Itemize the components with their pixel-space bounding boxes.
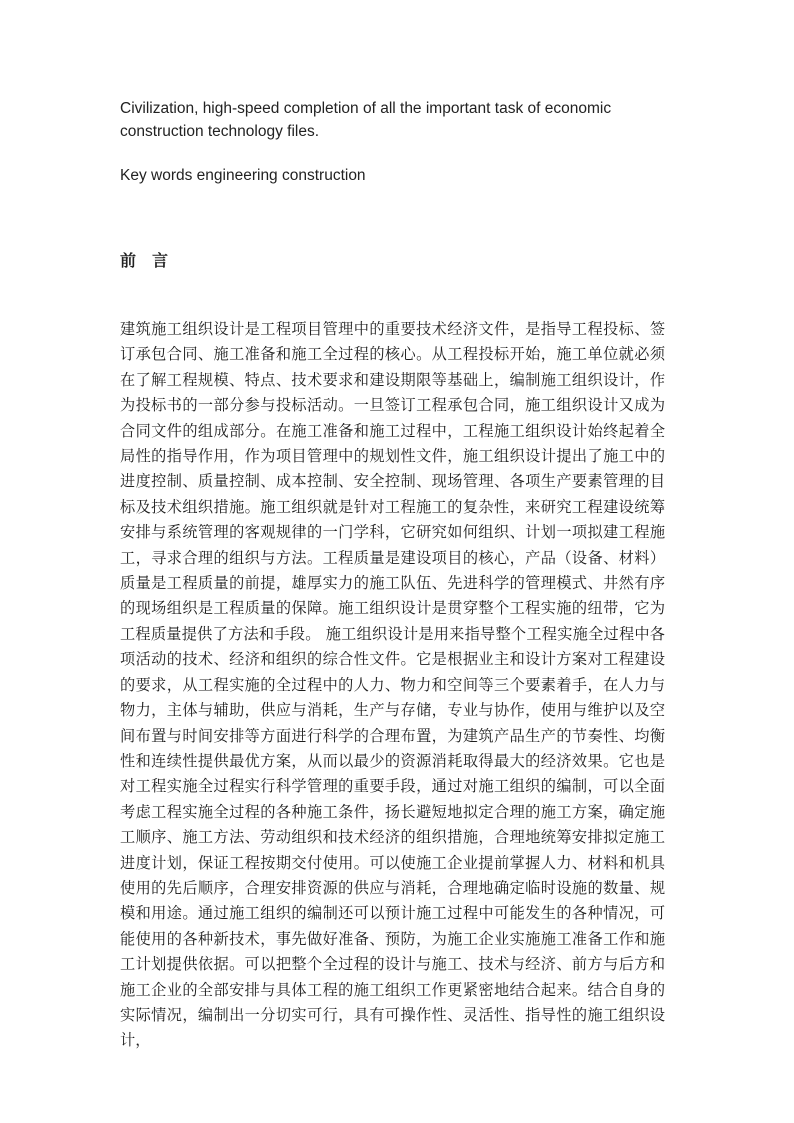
preface-body-paragraph: 建筑施工组织设计是工程项目管理中的重要技术经济文件，是指导工程投标、签订承包合同、施工准备和施工全过程的核心。从工程投标开始，施工单位就必须在了解工程规模、特点、技术要求和建设期限等基础上，编制施工组织设计，作为投标书的一部分参与投标活动。一旦签订工程承包合同，施工组织设计又成为合同文件的组成部分。在施工准备和施工过程中，工程施工组织设计始终起着全局性的指导作用，作为项目管理中的规划性文件，施工组织设计提出了施工中的进度控制、质量控制、成本控制、安全控制、现场管理、各项生产要素管理的目标及技术组织措施。施工组织就是针对工程施工的复杂性，来研究工程建设统筹安排与系统管理的客观规律的一门学科，它研究如何组织、计划一项拟建工程施工，寻求合理的组织与方法。工程质量是建设项目的核心，产品（设备、材料）质量是工程质量的前提，雄厚实力的施工队伍、先进科学的管理模式、井然有序的现场组织是工程质量的保障。施工组织设计是贯穿整个工程实施的纽带，它为工程质量提供了方法和手段。 施工组织设计是用来指导整个工程实施全过程中各项活动的技术、经济和组织的综合性文件。它是根据业主和设计方案对工程建设的要求，从工程实施的全过程中的人力、物力和空间等三个要素着手，在人力与物力，主体与辅助，供应与消耗，生产与存储，专业与协作，使用与维护以及空间布置与时间安排等方面进行科学的合理布置，为建筑产品生产的节奏性、均衡性和连续性提供最优方案，从而以最少的资源消耗取得最大的经济效果。它也是对工程实施全过程实行科学管理的重要手段，通过对施工组织的编制，可以全面考虑工程实施全过程的各种施工条件，扬长避短地拟定合理的施工方案，确定施工顺序、施工方法、劳动组织和技术经济的组织措施，合理地统筹安排拟定施工进度计划，保证工程按期交付使用。可以使施工企业提前掌握人力、材料和机具使用的先后顺序，合理安排资源的供应与消耗，合理地确定临时设施的数量、规模和用途。通过施工组织的编制还可以预计施工过程中可能发生的各种情况，可能使用的各种新技术，事先做好准备、预防，为施工企业实施施工准备工作和施工计划提供依据。可以把整个全过程的设计与施工、技术与经济、前方与后方和施工企业的全部安排与具体工程的施工组织工作更紧密地结合起来。结合自身的实际情况，编制出一分切实可行，具有可操作性、灵活性、指导性的施工组织设计， (120, 320, 665, 1050)
keywords-english: Key words engineering construction (120, 167, 366, 184)
section-title-preface: 前言 (120, 251, 185, 270)
abstract-english: Civilization, high-speed completion of all the important task of economic construction technology files. (120, 100, 612, 140)
